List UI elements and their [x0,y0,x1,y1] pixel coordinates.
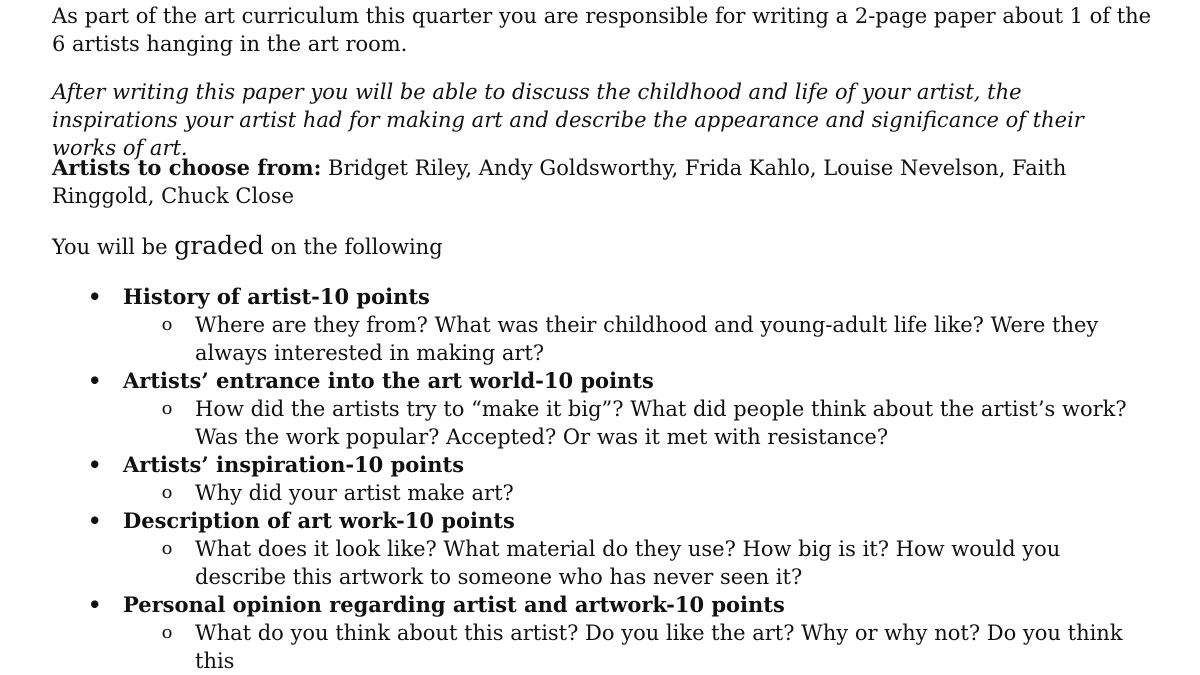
criterion-title: Artists’ entrance into the art world-10 points [123,368,654,393]
graded-emphasis: graded [174,231,264,260]
artists-list: Bridget Riley, Andy Goldsworthy, Frida Kahlo, Louise Nevelson, Faith Ringgold, Chuck Close [52,156,1067,208]
circle-bullet-icon: o [161,314,173,335]
circle-bullet-icon: o [161,482,173,503]
artists-paragraph [52,154,1152,210]
bullet-icon: • [88,368,102,393]
circle-bullet-icon: o [161,622,173,643]
circle-bullet-icon: o [161,538,173,559]
criterion-title: Personal opinion regarding artist and artwork-10 points [123,592,785,617]
objective-paragraph: After writing this paper you will be able to discuss the childhood and life of your artist, the inspirations your artist had for making art and describe the appearance and significance of their works of art. [52,80,1084,160]
graded-before: You will be [52,235,175,259]
bullet-icon: • [88,452,102,477]
bullet-icon: • [88,592,102,617]
graded-intro [52,232,1152,261]
bullet-icon: • [88,508,102,533]
criterion-detail: How did the artists try to “make it big”? What did people think about the artist’s work? Was the work popular? Accepted? Or was it met with resistance? [195,397,1127,449]
intro-paragraph: As part of the art curriculum this quarter you are responsible for writing a 2-page paper about 1 of the 6 artists hanging in the art room. [52,4,1152,56]
criterion-title: History of artist-10 points [123,284,430,309]
criterion-title: Description of art work-10 points [123,508,515,533]
bullet-icon: • [88,284,102,309]
artists-label: Artists to choose from: [52,155,322,180]
criterion-detail: Where are they from? What was their childhood and young-adult life like? Were they always interested in making art? [195,313,1099,365]
criterion-detail: Why did your artist make art? [195,481,514,505]
circle-bullet-icon: o [161,398,173,419]
criterion-title: Artists’ inspiration-10 points [123,452,465,477]
criterion-detail: What does it look like? What material do they use? How big is it? How would you describe this artwork to someone who has never seen it? [195,537,1061,589]
graded-after: on the following [263,235,443,259]
criterion-detail: What do you think about this artist? Do you like the art? Why or why not? Do you think this [195,621,1123,673]
